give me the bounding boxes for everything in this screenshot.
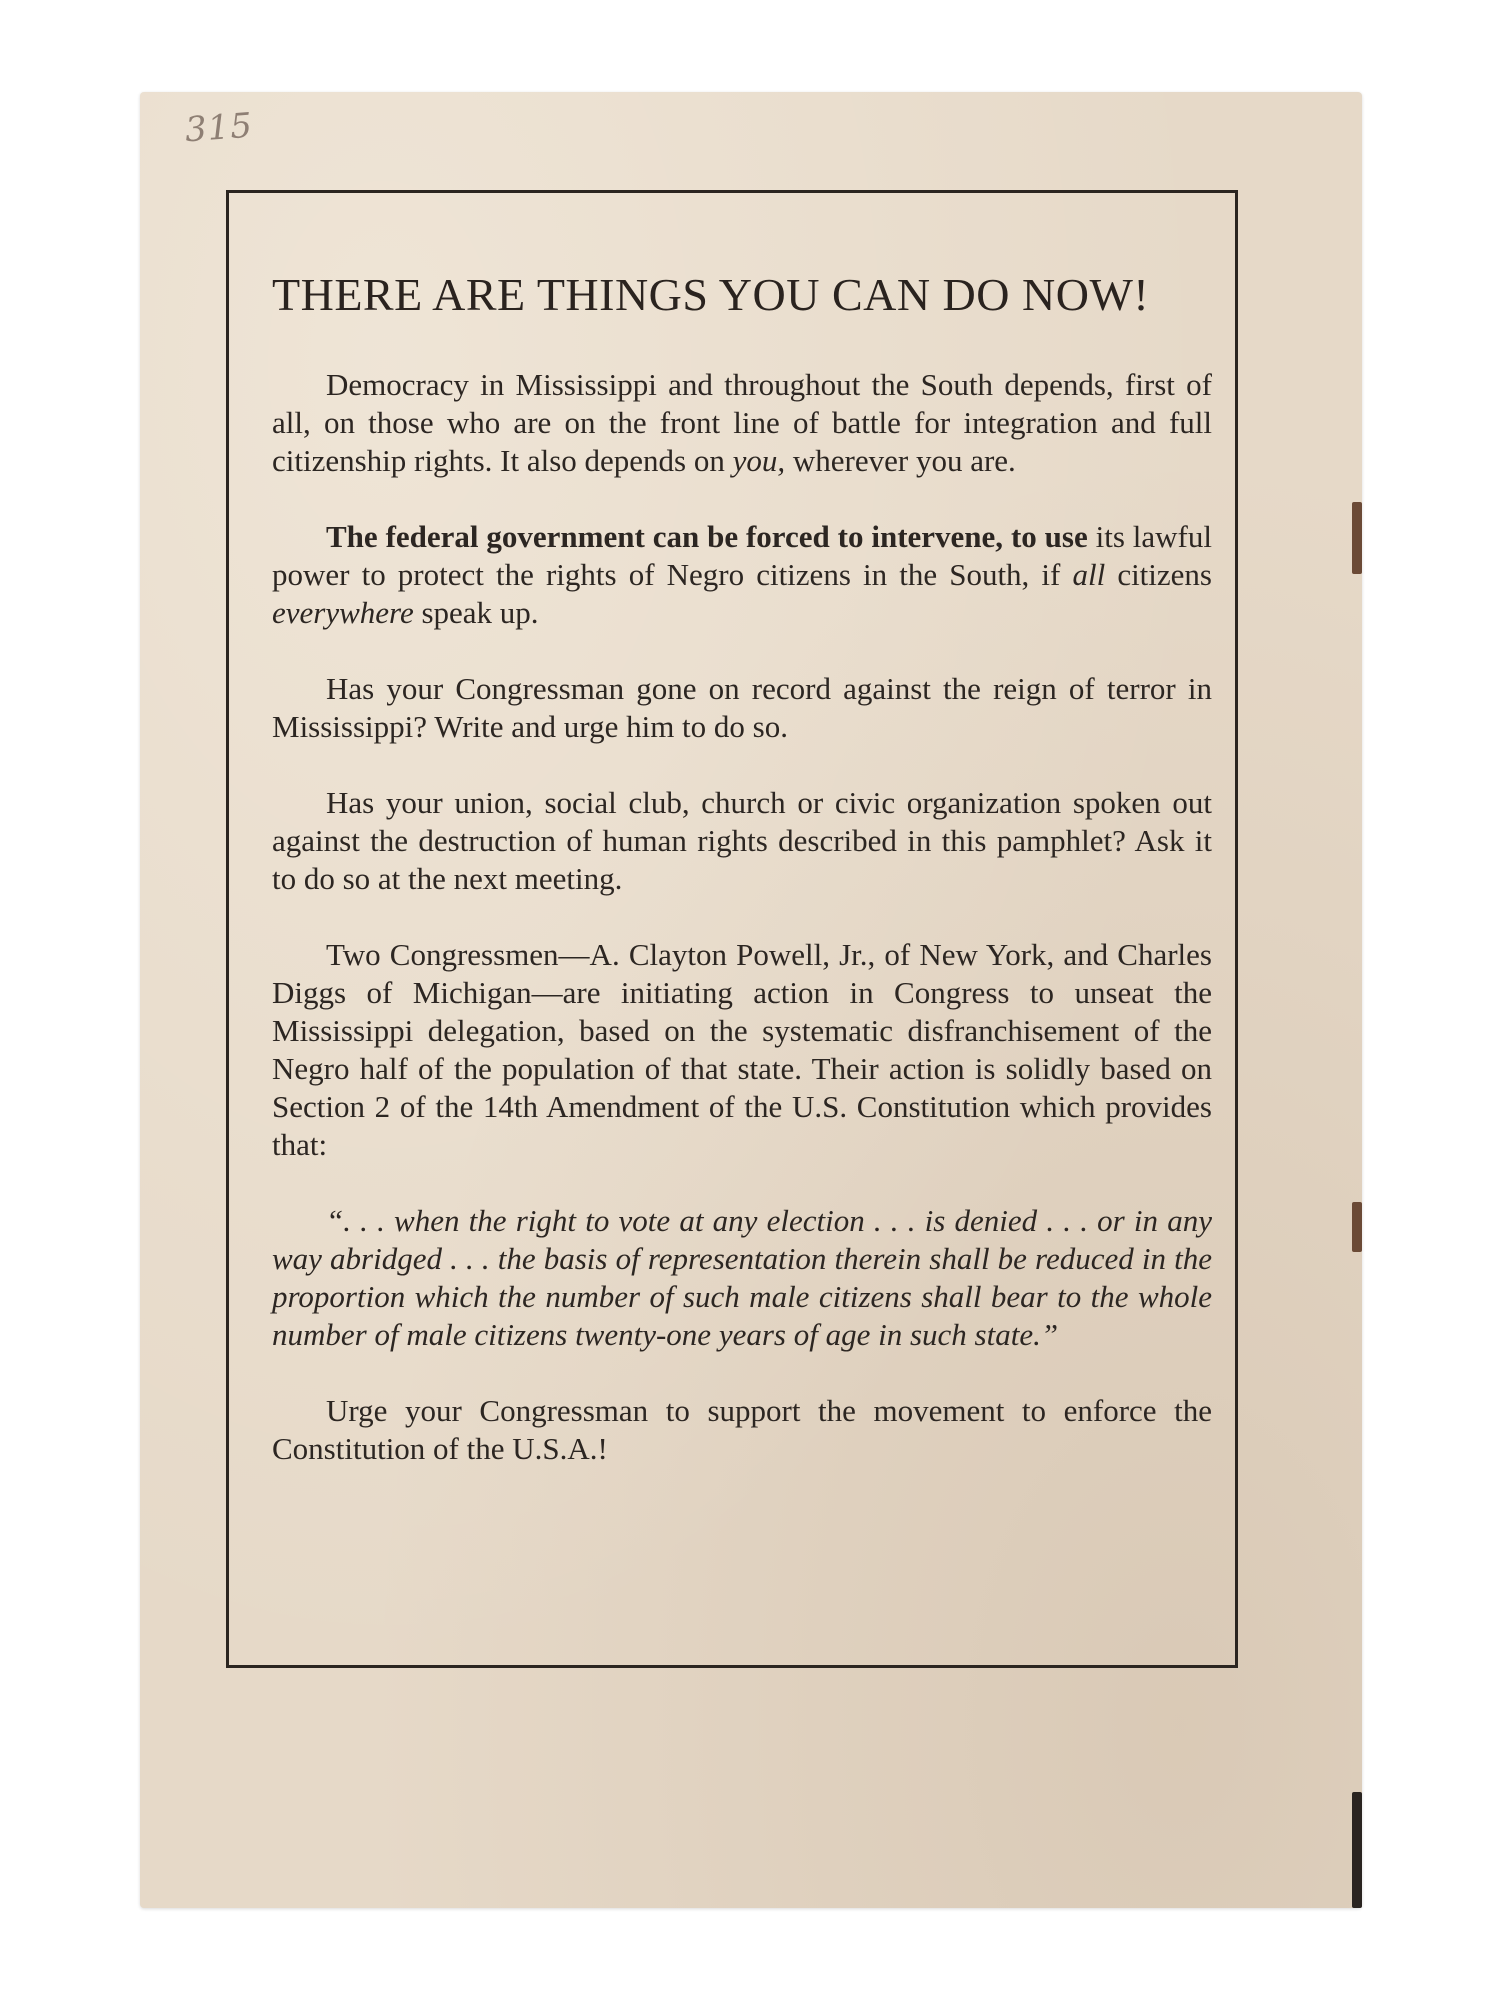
spine-stain bbox=[1352, 502, 1362, 574]
paragraph-federal-government bbox=[272, 518, 1212, 632]
paragraph-congressmen-action: Two Congressmen—A. Clayton Powell, Jr., of New York, and Charles Diggs of Michigan—are initiating action in Congress to unseat the Mississippi delegation, based on the systematic disfranchisement of the Negro half of the population of that state. Their action is solidly based on Section 2 of the 14th Amendment of the U.S. Constitution which provides that: bbox=[272, 937, 1212, 1162]
paragraph-text: wherever you are. bbox=[785, 443, 1016, 478]
paragraph-urge: Urge your Congressman to support the movement to enforce the Constitution of the U.S.A.! bbox=[272, 1393, 1212, 1466]
emphasis-text: you, bbox=[732, 443, 786, 478]
emphasis-text: everywhere bbox=[272, 595, 414, 630]
paragraph-text: Democracy in Mississippi and throughout the South depends, first of all, on those who are on the front line of battle for integration and full citizenship rights. It also depends on bbox=[272, 367, 1212, 478]
spine-binding bbox=[1352, 1792, 1362, 1908]
emphasis-text: all bbox=[1072, 557, 1106, 592]
paragraph-congressman: Has your Congressman gone on record against the reign of terror in Mississippi? Write and urge him to do so. bbox=[272, 671, 1212, 744]
page-heading: THERE ARE THINGS YOU CAN DO NOW! bbox=[272, 269, 1150, 320]
paragraph-text: The federal government can be forced to intervene, to use bbox=[326, 519, 1088, 554]
constitution-quote: “. . . when the right to vote at any election . . . is denied . . . or in any way abridged . . . the basis of representation therein shall be reduced in the proportion which the number of such male citizens shall bear to the whole number of male citizens twenty-one years of age in such state.” bbox=[272, 1203, 1212, 1352]
handwritten-page-note: 315 bbox=[183, 105, 255, 151]
spine-stain bbox=[1352, 1202, 1362, 1252]
pamphlet-content bbox=[272, 268, 1212, 1506]
paragraph-organization: Has your union, social club, church or civic organization spoken out against the destruction of human rights described in this pamphlet? Ask it to do so at the next meeting. bbox=[272, 785, 1212, 896]
paragraph-text: speak up. bbox=[413, 595, 539, 630]
paragraph-text: citizens bbox=[1105, 557, 1212, 592]
paragraph-democracy bbox=[272, 366, 1212, 480]
paragraph-text: its lawful power to protect the rights of Negro citizens in the South, if bbox=[272, 519, 1212, 592]
